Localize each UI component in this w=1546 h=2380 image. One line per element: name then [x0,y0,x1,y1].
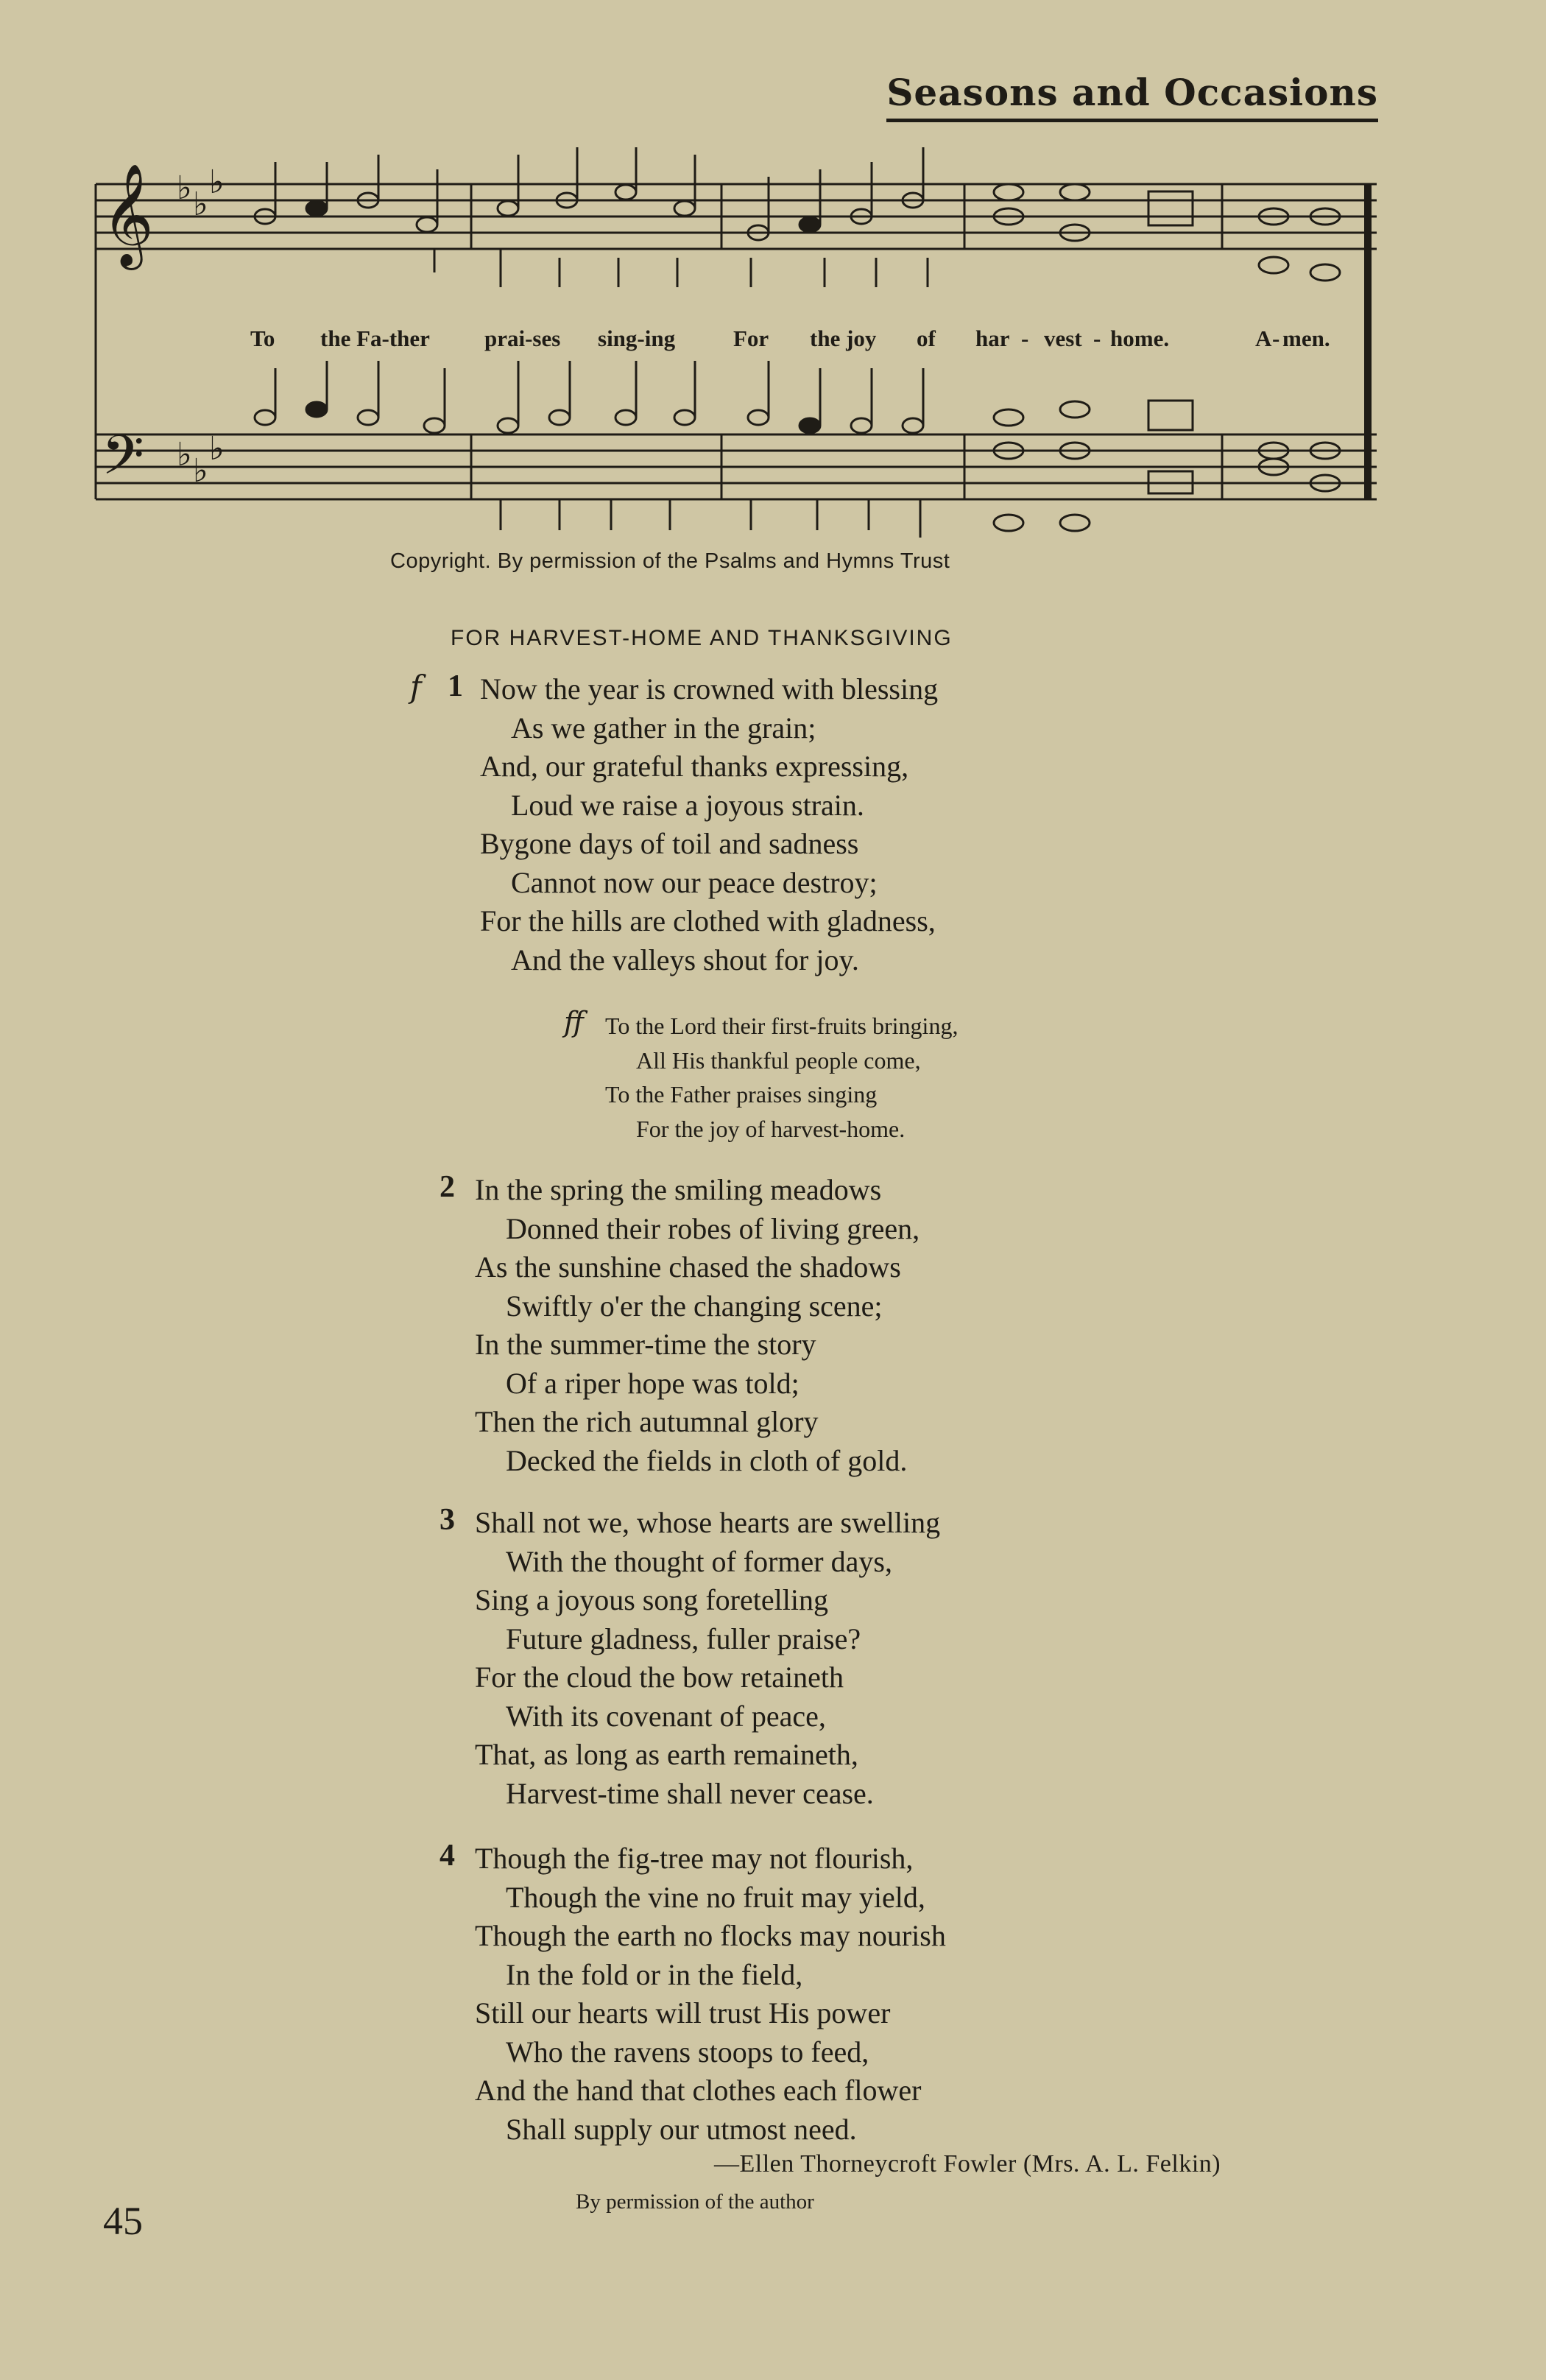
author-credit: —Ellen Thorneycroft Fowler (Mrs. A. L. Felkin) [714,2150,1221,2177]
barlines [96,184,1368,499]
stanza-line: Shall not we, whose hearts are swelling [475,1506,941,1539]
treble-clef-icon [102,163,154,270]
lyric-praises: prai-ses [484,325,561,351]
copyright-notice: Copyright. By permission of the Psalms and Hymns Trust [390,549,950,573]
stanza-line: And, our grateful thanks expressing, [480,750,909,783]
stanza-number-3: 3 [440,1503,455,1537]
refrain [605,1009,958,1146]
stanza-line: Then the rich autumnal glory [475,1405,819,1438]
lyric-to: To [250,325,275,351]
stanza-line: Shall supply our utmost need. [506,2112,857,2146]
stanza-line: Now the year is crowned with blessing [480,672,939,705]
refrain-line: To the Lord their first-fruits bringing, [605,1013,959,1039]
key-signature-icon [177,163,225,490]
stanza-4 [475,1839,946,2149]
page-number: 45 [103,2199,143,2243]
lyric-vest: vest [1044,325,1082,351]
lyric-home: home. [1110,325,1170,351]
lyric-of: of [917,325,936,351]
refrain-line: For the joy of harvest-home. [636,1115,906,1142]
svg-text:♭: ♭ [177,169,192,207]
stanza-line: And the hand that clothes each flower [475,2074,922,2107]
stanza-number-2: 2 [440,1170,455,1204]
dynamic-fortissimo: ff [564,1006,584,1038]
stanza-line: Who the ravens stoops to feed, [506,2035,869,2069]
stanza-line: Donned their robes of living green, [506,1211,920,1245]
svg-text:♭: ♭ [177,436,192,473]
stanza-line: With its covenant of peace, [506,1699,826,1733]
lyric-the-father: the Fa-ther [320,325,430,351]
stanza-line: Of a riper hope was told; [506,1366,800,1400]
author-permission: By permission of the author [576,2190,814,2214]
refrain-line: To the Father praises singing [605,1081,878,1108]
stanza-line: For the cloud the bow retaineth [475,1661,844,1694]
dynamic-forte: f [410,669,422,705]
section-heading: Seasons and Occasions [886,71,1378,122]
svg-text:𝄞: 𝄞 [102,163,154,266]
stanza-2 [475,1171,920,1480]
stanza-line: Though the earth no flocks may nourish [475,1919,946,1952]
lyric-singing: sing-ing [598,325,676,351]
svg-text:♭: ♭ [193,186,208,223]
lyric-a: A [1255,325,1272,351]
stanza-number-1: 1 [448,669,463,703]
bass-clef-icon [102,423,144,501]
stanza-line: As we gather in the grain; [511,711,816,744]
svg-text:𝄢: 𝄢 [102,423,144,501]
lyric-hyphen-2: - [1093,325,1101,351]
stanza-line: Harvest-time shall never cease. [506,1776,874,1810]
stanza-line: Though the vine no fruit may yield, [506,1880,925,1914]
stanza-line: Decked the fields in cloth of gold. [506,1443,908,1477]
lyric-for: For [733,325,769,351]
lyric-hyphen-3: - [1272,325,1280,351]
stanza-1 [480,670,938,979]
svg-text:♭: ♭ [209,430,225,468]
stanza-line: Bygone days of toil and sadness [480,827,859,860]
stanza-line: Sing a joyous song foretelling [475,1583,828,1616]
stanza-line: Future gladness, fuller praise? [506,1622,861,1655]
lyric-the-joy: the joy [810,325,877,351]
hymn-heading: FOR HARVEST-HOME AND THANKSGIVING [451,626,953,650]
lyric-har: har [975,325,1010,351]
stanza-line: For the hills are clothed with gladness, [480,904,936,937]
stanza-line: Cannot now our peace destroy; [511,865,878,899]
lyric-hyphen-1: - [1021,325,1029,351]
stanza-line: And the valleys shout for joy. [511,943,859,976]
stanza-line: That, as long as earth remaineth, [475,1738,858,1771]
stanza-line: In the fold or in the field, [506,1957,803,1991]
stanza-line: Loud we raise a joyous strain. [511,788,864,822]
stanza-line: In the summer-time the story [475,1328,816,1361]
stanza-line: Still our hearts will trust His power [475,1996,891,2029]
bass-stems-down [501,499,920,538]
stanza-3 [475,1504,940,1813]
refrain-line: All His thankful people come, [636,1046,921,1074]
stanza-line: Though the fig-tree may not flourish, [475,1842,914,1875]
treble-notes [255,147,1340,281]
svg-text:♭: ♭ [209,163,225,201]
svg-text:♭: ♭ [193,452,208,490]
stanza-line: Swiftly o'er the changing scene; [506,1289,883,1323]
stanza-line: In the spring the smiling meadows [475,1173,882,1206]
lyric-men: men. [1282,325,1330,351]
music-score [81,147,1391,560]
bass-notes [255,361,1340,531]
stanza-line: As the sunshine chased the shadows [475,1250,901,1284]
stanza-number-4: 4 [440,1839,455,1873]
treble-stems-down [434,249,928,287]
stanza-line: With the thought of former days, [506,1544,892,1578]
